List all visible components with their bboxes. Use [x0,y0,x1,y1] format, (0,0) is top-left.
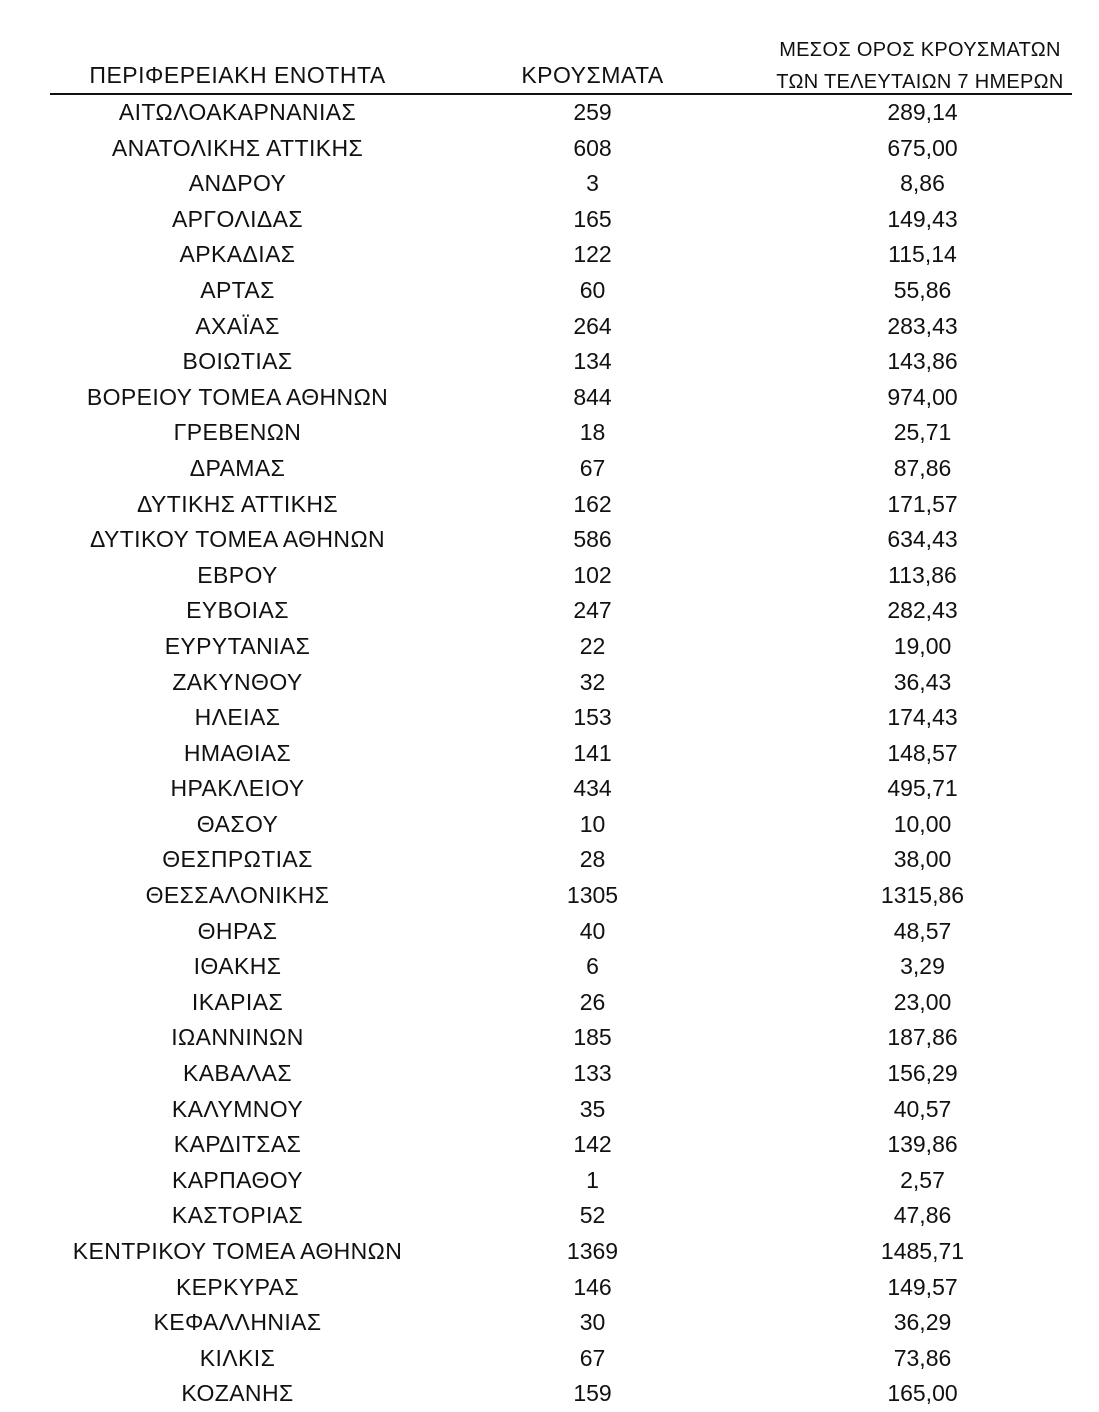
table-row [0,451,1099,487]
cell-average: 48,57 [893,917,952,944]
cell-region: ΑΧΑΪΑΣ [195,312,280,339]
cell-cases: 159 [573,1380,612,1407]
cell-region: ΑΡΤΑΣ [200,276,275,303]
cell-region: ΗΜΑΘΙΑΣ [183,739,292,766]
cell-cases: 35 [579,1095,606,1122]
cell-average: 3,29 [900,953,945,980]
cell-cases: 28 [579,846,606,873]
table-row [0,593,1099,629]
table-row [0,1341,1099,1377]
cell-region: ΔΡΑΜΑΣ [189,454,286,481]
cell-cases: 586 [573,526,612,553]
cell-average: 10,00 [893,810,952,837]
cell-cases: 122 [573,241,612,268]
cell-cases: 153 [573,704,612,731]
cell-cases: 3 [586,170,599,197]
cell-average: 149,43 [887,205,958,232]
cell-average: 143,86 [887,348,958,375]
table-row [0,878,1099,914]
cell-region: ΚΕΡΚΥΡΑΣ [175,1273,300,1300]
table-row [0,807,1099,843]
cell-cases: 60 [579,276,606,303]
cell-cases: 146 [573,1273,612,1300]
cell-region: ΘΑΣΟΥ [196,810,279,837]
table-row [0,914,1099,950]
cell-average: 1315,86 [880,882,965,909]
cell-region: ΘΕΣΠΡΩΤΙΑΣ [162,846,313,873]
cell-cases: 133 [573,1060,612,1087]
cell-average: 73,86 [893,1344,952,1371]
table-row [0,736,1099,772]
cell-cases: 1 [586,1166,599,1193]
cell-average: 36,29 [893,1309,952,1336]
table-row [0,380,1099,416]
cell-average: 23,00 [893,988,952,1015]
cell-cases: 142 [573,1131,612,1158]
cell-average: 19,00 [893,632,952,659]
table-row [0,949,1099,985]
cell-average: 47,86 [893,1202,952,1229]
cell-region: ΙΘΑΚΗΣ [193,953,282,980]
cell-region: ΒΟΡΕΙΟΥ ΤΟΜΕΑ ΑΘΗΝΩΝ [86,383,389,410]
cell-cases: 1305 [566,882,619,909]
table-row [0,131,1099,167]
cell-average: 634,43 [887,526,958,553]
cell-region: ΘΕΣΣΑΛΟΝΙΚΗΣ [145,882,330,909]
cell-average: 139,86 [887,1131,958,1158]
table-row [0,1234,1099,1270]
cell-average: 87,86 [893,454,952,481]
cell-average: 495,71 [887,775,958,802]
cell-region: ΑΡΓΟΛΙΔΑΣ [171,205,304,232]
cell-region: ΚΑΡΔΙΤΣΑΣ [173,1131,302,1158]
cell-region: ΕΥΒΟΙΑΣ [186,597,289,624]
cell-average: 174,43 [887,704,958,731]
cell-cases: 434 [573,775,612,802]
cell-cases: 102 [573,561,612,588]
table-row [0,309,1099,345]
column-header-cases: ΚΡΟΥΣΜΑΤΑ [521,62,664,88]
cell-average: 171,57 [887,490,958,517]
cell-cases: 1369 [566,1238,619,1264]
cell-cases: 141 [573,739,612,766]
cell-average: 148,57 [887,739,958,766]
cell-average: 282,43 [887,597,958,624]
cell-cases: 10 [579,810,606,837]
table-row [0,1092,1099,1128]
cell-average: 187,86 [887,1024,958,1051]
table-row [0,985,1099,1021]
cell-cases: 32 [579,668,606,695]
table-row [0,700,1099,736]
cell-average: 36,43 [893,668,952,695]
column-header-average-line1: ΜΕΣΟΣ ΟΡΟΣ ΚΡΟΥΣΜΑΤΩΝ [779,39,1061,61]
table-body [0,95,1099,1412]
cell-average: 283,43 [887,312,958,339]
cell-cases: 264 [573,312,612,339]
cell-cases: 52 [579,1202,606,1229]
cell-average: 8,86 [900,170,945,197]
cell-average: 2,57 [900,1166,945,1193]
cell-cases: 134 [573,348,612,375]
table-row [0,344,1099,380]
table-row [0,487,1099,523]
table-row [0,558,1099,594]
cell-average: 55,86 [893,276,952,303]
cell-cases: 22 [579,632,606,659]
table-row [0,1127,1099,1163]
cell-average: 38,00 [893,846,952,873]
cell-cases: 6 [586,953,599,980]
table-row [0,771,1099,807]
cell-region: ΖΑΚΥΝΘΟΥ [172,668,303,695]
cell-average: 40,57 [893,1095,952,1122]
cell-region: ΔΥΤΙΚΟΥ ΤΟΜΕΑ ΑΘΗΝΩΝ [89,526,386,553]
cell-cases: 844 [573,383,612,410]
cell-cases: 165 [573,205,612,232]
cell-average: 115,14 [888,241,957,268]
cell-region: ΘΗΡΑΣ [197,917,278,944]
cell-average: 1485,71 [880,1238,965,1264]
cell-region: ΕΥΡΥΤΑΝΙΑΣ [164,632,311,659]
table-row [0,95,1099,131]
cell-region: ΚΑΛΥΜΝΟΥ [171,1095,304,1122]
table-row [0,1376,1099,1412]
cell-cases: 259 [573,99,612,125]
table-row [0,522,1099,558]
cell-cases: 40 [579,917,606,944]
cell-region: ΚΑΣΤΟΡΙΑΣ [171,1202,304,1229]
cell-region: ΙΩΑΝΝΙΝΩΝ [171,1024,304,1051]
cell-region: ΚΙΛΚΙΣ [199,1344,276,1371]
table-header [0,0,1099,96]
cell-region: ΚΑΒΑΛΑΣ [182,1060,293,1087]
table-row [0,166,1099,202]
cell-average: 113,86 [888,561,957,588]
cell-region: ΗΛΕΙΑΣ [194,704,281,731]
cell-region: ΑΡΚΑΔΙΑΣ [179,241,296,268]
table-row [0,1198,1099,1234]
table-row [0,665,1099,701]
cell-region: ΒΟΙΩΤΙΑΣ [182,348,293,375]
table-row [0,1056,1099,1092]
cell-region: ΚΕΝΤΡΙΚΟΥ ΤΟΜΕΑ ΑΘΗΝΩΝ [72,1238,403,1264]
cell-region: ΚΕΦΑΛΛΗΝΙΑΣ [153,1309,322,1336]
table-row [0,1163,1099,1199]
cell-average: 156,29 [887,1060,958,1087]
cell-cases: 26 [579,988,606,1015]
cell-cases: 67 [579,1344,606,1371]
cell-region: ΓΡΕΒΕΝΩΝ [173,419,302,446]
cell-cases: 67 [579,454,606,481]
cell-region: ΑΝΔΡΟΥ [188,170,287,197]
cell-cases: 247 [573,597,612,624]
table-row [0,629,1099,665]
table-row [0,1270,1099,1306]
cell-region: ΙΚΑΡΙΑΣ [191,988,284,1015]
cell-average: 25,71 [893,419,952,446]
cell-cases: 608 [573,134,612,161]
cell-region: ΕΒΡΟΥ [197,561,278,588]
column-header-average [755,34,1085,98]
cell-average: 675,00 [887,134,958,161]
table-row [0,415,1099,451]
cell-region: ΑΙΤΩΛΟΑΚΑΡΝΑΝΙΑΣ [118,99,357,125]
cell-cases: 30 [579,1309,606,1336]
cell-average: 289,14 [887,99,958,125]
table-row [0,1020,1099,1056]
column-header-average-line2: ΤΩΝ ΤΕΛΕΥΤΑΙΩΝ 7 ΗΜΕΡΩΝ [776,71,1064,93]
cell-region: ΚΑΡΠΑΘΟΥ [171,1166,304,1193]
cell-average: 165,00 [887,1380,958,1407]
cell-region: ΗΡΑΚΛΕΙΟΥ [170,775,305,802]
cell-cases: 18 [579,419,606,446]
cell-region: ΚΟΖΑΝΗΣ [181,1380,294,1407]
cell-cases: 185 [573,1024,612,1051]
table-row [0,237,1099,273]
cell-average: 149,57 [887,1273,958,1300]
cell-cases: 162 [573,490,612,517]
column-header-region: ΠΕΡΙΦΕΡΕΙΑΚΗ ΕΝΟΤΗΤΑ [89,62,386,88]
table-row [0,273,1099,309]
cell-average: 974,00 [887,383,958,410]
cell-region: ΑΝΑΤΟΛΙΚΗΣ ΑΤΤΙΚΗΣ [111,134,364,161]
table-row [0,1305,1099,1341]
table-row [0,202,1099,238]
table-row [0,842,1099,878]
cell-region: ΔΥΤΙΚΗΣ ΑΤΤΙΚΗΣ [136,490,339,517]
